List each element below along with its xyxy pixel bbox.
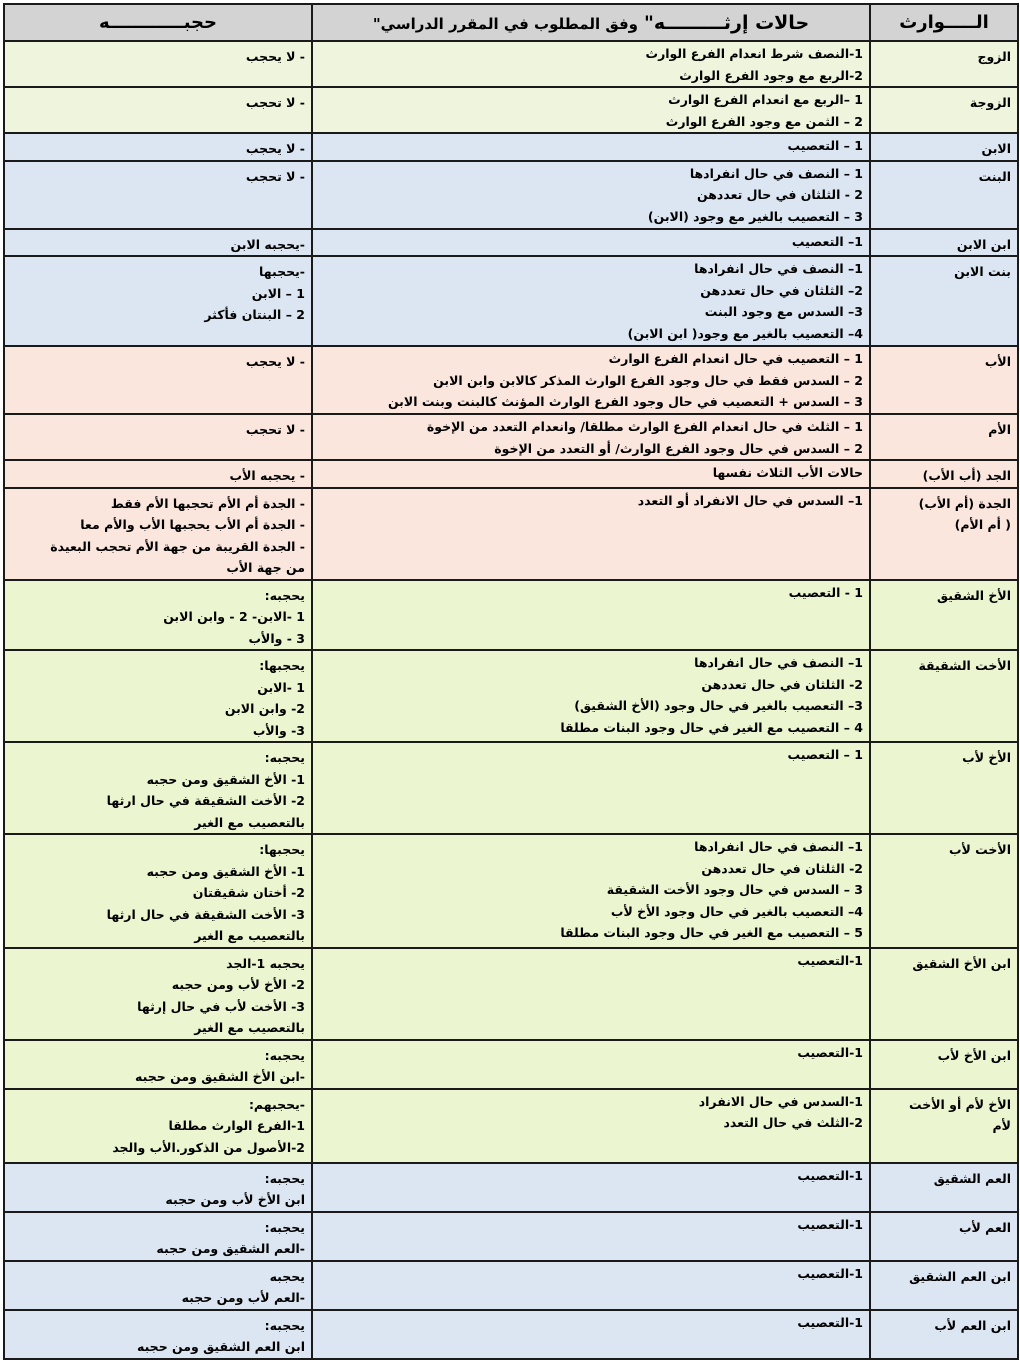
cases-line: 1-التعصيب (797, 1044, 863, 1060)
cases-cell (312, 460, 870, 488)
blocking-line: 2 – البنتان فأكثر (204, 307, 305, 322)
cases-line: 1-التعصيب (797, 952, 863, 968)
blocking-cell (4, 133, 312, 161)
heir-line: ابن العم لأب (934, 1317, 1011, 1333)
blocking-line: يحجبها: (259, 842, 305, 857)
cases-line: 1– السدس في حال الانفراد أو التعدد (637, 492, 863, 508)
cases-cell (312, 834, 870, 948)
cases-line: 4– التعصيب بالغير في حال وجود الأخ لأب (610, 903, 863, 919)
blocking-line: يحجبه: (264, 750, 305, 765)
cases-cell (312, 133, 870, 161)
cases-cell (312, 650, 870, 742)
blocking-cell (4, 414, 312, 460)
blocking-cell (4, 1089, 312, 1163)
blocking-line: - لا تحجب (245, 95, 305, 110)
blocking-line: 3- الأخت لأب في حال إرثها (137, 998, 305, 1014)
inheritance-table (3, 3, 1019, 1360)
header-cases (312, 4, 870, 41)
table-row (4, 161, 1018, 229)
heir-line: الابن (981, 141, 1011, 156)
cases-line: 4– التعصيب بالغير مع وجود( ابن الابن) (627, 325, 863, 341)
heir-cell (870, 460, 1018, 488)
blocking-line: -العم لأب ومن حجبه (181, 1290, 305, 1305)
blocking-cell (4, 488, 312, 580)
heir-line: الجد (أب الأب) (922, 468, 1011, 483)
heir-line: الأخ لأب (962, 750, 1011, 765)
table-row (4, 41, 1018, 87)
blocking-line: 1-الفرع الوارث مطلقا (168, 1118, 305, 1133)
blocking-line: يحجبه: (264, 1317, 305, 1333)
header-heir: الـــــوارث (870, 4, 1018, 41)
heir-line: لأم (992, 1118, 1011, 1133)
header-row (4, 4, 1018, 41)
cases-cell (312, 948, 870, 1040)
heir-cell (870, 1089, 1018, 1163)
cases-line: 3 – التعصيب بالغير مع وجود (الابن) (647, 208, 863, 224)
heir-cell (870, 1040, 1018, 1089)
heir-cell (870, 1212, 1018, 1261)
table-body (4, 41, 1018, 1359)
blocking-line: - الجدة أم الأب يحجبها الأب والأم معا (80, 517, 305, 532)
heir-cell (870, 414, 1018, 460)
blocking-line: ابن الأخ لأب ومن حجبه (165, 1192, 305, 1207)
blocking-line: -يحجبها (259, 264, 305, 279)
blocking-line: بالتعصيب مع الغير (194, 1020, 305, 1035)
heir-line: الأخ لأم أو الأخت (908, 1096, 1011, 1112)
cases-line: 1– التعصيب (791, 233, 863, 249)
cases-line: 1 – النصف في حال انفرادها (689, 165, 863, 181)
heir-line: البنت (978, 168, 1011, 184)
heir-line: الأب (984, 354, 1011, 369)
cases-line: 1 - التعصيب (788, 584, 863, 600)
cases-cell (312, 580, 870, 651)
blocking-line: 1 -الابن- 2 - وابن الابن (163, 609, 305, 624)
heir-cell (870, 133, 1018, 161)
cases-line: 3– التعصيب بالغير في حال وجود (الأخ الشقيق) (574, 698, 863, 713)
blocking-line: 3 - والأب (248, 630, 305, 646)
cases-line: 1-السدس في حال الانفراد (698, 1093, 863, 1109)
blocking-line: - لا يحجب (245, 354, 305, 369)
cases-cell (312, 41, 870, 87)
blocking-line: 1 – الابن (251, 285, 305, 301)
heir-cell (870, 87, 1018, 133)
cases-line: 1– النصف في حال انفرادها (694, 655, 863, 670)
table-row (4, 742, 1018, 834)
blocking-line: 2- الأخ لأب ومن حجبه (171, 977, 305, 992)
blocking-line: 1 -الابن (257, 679, 305, 695)
blocking-line: - لا تحجب (245, 422, 305, 437)
table-row (4, 1089, 1018, 1163)
table-row (4, 580, 1018, 651)
heir-cell (870, 488, 1018, 580)
cases-line: 2 – السدس في حال وجود الفرع الوارث/ أو التعدد من الإخوة (494, 440, 863, 456)
blocking-cell (4, 41, 312, 87)
heir-line: الأخت الشقيقة (918, 658, 1011, 673)
blocking-line: يحجبه: (264, 1047, 305, 1063)
table-row (4, 133, 1018, 161)
heir-cell (870, 1163, 1018, 1212)
cases-line: 1 – التعصيب (787, 747, 863, 762)
blocking-cell (4, 1163, 312, 1212)
cases-line: 2 – السدس فقط في حال وجود الفرع الوارث المذكر كالابن وابن الابن (433, 372, 863, 388)
cases-cell (312, 1089, 870, 1163)
table-row (4, 229, 1018, 257)
blocking-line: يحجبه: (264, 587, 305, 603)
cases-line: 2- الثلثان في حال تعددهن (701, 676, 863, 692)
blocking-cell (4, 346, 312, 414)
heir-line: الجدة (أم الأب) (918, 495, 1011, 511)
cases-line: 3 – السدس + التعصيب في حال وجود الفرع الوارث المؤنث كالبنت وبنت الابن (387, 394, 863, 409)
table-row (4, 488, 1018, 580)
cases-line: 1-التعصيب (797, 1314, 863, 1330)
blocking-line: 2- الأخت الشقيقة في حال ارثها (106, 793, 305, 808)
blocking-line: - لا يحجب (245, 49, 305, 64)
cases-line: 2-الربع مع وجود الفرع الوارث (679, 67, 863, 83)
blocking-cell (4, 834, 312, 948)
cases-line: 1 – التعصيب في حال انعدام الفرع الوارث (608, 351, 863, 366)
heir-line: بنت الابن (954, 264, 1011, 279)
cases-cell (312, 742, 870, 834)
table-row (4, 346, 1018, 414)
blocking-cell (4, 229, 312, 257)
cases-line: 1-التعصيب (797, 1265, 863, 1281)
cases-line: 1-التعصيب (797, 1167, 863, 1183)
header-cases-subtitle: وفق المطلوب في المقرر الدراسي" (372, 14, 638, 33)
blocking-line: 1- الأخ الشقيق ومن حجبه (146, 863, 305, 879)
heir-line: ابن العم الشقيق (909, 1268, 1011, 1284)
blocking-line: 2- أختان شقيقتان (192, 885, 305, 900)
blocking-line: من جهة الأب (226, 560, 305, 575)
blocking-line: -يحجبه الابن (230, 236, 305, 252)
cases-line: 3– السدس مع وجود البنت (704, 304, 863, 319)
blocking-line: - الجدة القريبة من جهة الأم تحجب البعيدة (50, 538, 305, 554)
cases-cell (312, 1163, 870, 1212)
heir-line: الزوجة (969, 95, 1011, 110)
cases-cell (312, 256, 870, 346)
cases-line: 1-التعصيب (797, 1216, 863, 1232)
heir-cell (870, 161, 1018, 229)
heir-line: ابن الابن (956, 236, 1011, 252)
header-blocking: حجبــــــــــــه (4, 4, 312, 41)
blocking-cell (4, 948, 312, 1040)
cases-cell (312, 414, 870, 460)
blocking-line: 3- والأب (252, 722, 305, 738)
cases-cell (312, 1040, 870, 1089)
heir-line: العم لأب (958, 1219, 1011, 1235)
heir-line: العم الشقيق (933, 1170, 1011, 1186)
blocking-line: يحجبه: (264, 1219, 305, 1235)
blocking-line: -يحجبهم: (248, 1096, 305, 1112)
heir-cell (870, 948, 1018, 1040)
heir-line: الأخ الشقيق (936, 587, 1011, 603)
heir-line: ( أم الأم) (954, 517, 1011, 532)
heir-cell (870, 834, 1018, 948)
blocking-line: - يحجبه الأب (229, 468, 305, 483)
heir-cell (870, 742, 1018, 834)
blocking-line: - لا يحجب (245, 141, 305, 156)
blocking-cell (4, 580, 312, 651)
table-row (4, 948, 1018, 1040)
table-row (4, 650, 1018, 742)
cases-line: 1 – الثلث في حال انعدام الفرع الوارث مطلقا/ وانعدام التعدد من الإخوة (426, 419, 863, 434)
blocking-line: يحجبه: (264, 1170, 305, 1186)
cases-cell (312, 488, 870, 580)
heir-line: الزوج (977, 49, 1011, 64)
heir-cell (870, 346, 1018, 414)
heir-cell (870, 41, 1018, 87)
blocking-line: - الجدة أم الأم تحجبها الأم فقط (110, 495, 305, 511)
blocking-cell (4, 161, 312, 229)
blocking-cell (4, 650, 312, 742)
blocking-line: 1- الأخ الشقيق ومن حجبه (146, 771, 305, 787)
blocking-line: -العم الشقيق ومن حجبه (156, 1241, 305, 1256)
header-cases-title: حالات إرثـــــــــه" (644, 11, 810, 34)
cases-cell (312, 346, 870, 414)
blocking-line: يحجبها: (259, 658, 305, 673)
cases-line: 2 – الثمن مع وجود الفرع الوارث (665, 113, 863, 129)
blocking-cell (4, 87, 312, 133)
heir-line: ابن الأخ الشقيق (912, 955, 1011, 971)
table-row (4, 87, 1018, 133)
blocking-cell (4, 1261, 312, 1310)
blocking-line: ابن العم الشقيق ومن حجبه (137, 1339, 305, 1354)
blocking-cell (4, 256, 312, 346)
page-footer (30, 1312, 990, 1320)
table-row (4, 1163, 1018, 1212)
blocking-line: -ابن الأخ الشقيق ومن حجبه (135, 1069, 305, 1084)
heir-line: الأخت لأب (948, 842, 1011, 857)
blocking-line: - لا تحجب (245, 168, 305, 184)
table-row (4, 1212, 1018, 1261)
blocking-cell (4, 460, 312, 488)
heir-line: ابن الأخ لأب (937, 1047, 1011, 1063)
cases-line: حالات الأب الثلاث نفسها (712, 465, 863, 480)
cases-line: 1 –الربع مع انعدام الفرع الوارث (668, 92, 863, 107)
table-row (4, 414, 1018, 460)
table-row (4, 1040, 1018, 1089)
cases-cell (312, 1212, 870, 1261)
blocking-line: 3- الأخت الشقيقة في حال ارثها (106, 906, 305, 922)
cases-line: 2– الثلثان في حال تعددهن (700, 282, 863, 298)
cases-cell (312, 1261, 870, 1310)
heir-cell (870, 229, 1018, 257)
blocking-line: يحجبه 1-الجد (226, 955, 305, 971)
blocking-cell (4, 1040, 312, 1089)
cases-line: 2 - الثلثان في حال تعددهن (697, 187, 863, 202)
cases-line: 1-النصف شرط انعدام الفرع الوارث (645, 46, 863, 61)
heir-cell (870, 1261, 1018, 1310)
cases-line: 5 – التعصيب مع الغير في حال وجود البنات مطلقا (560, 925, 863, 940)
cases-line: 4 – التعصيب مع الغير في حال وجود البنات مطلقا (560, 719, 863, 735)
table-row (4, 1261, 1018, 1310)
heir-cell (870, 256, 1018, 346)
blocking-line: بالتعصيب مع الغير (194, 928, 305, 943)
cases-cell (312, 229, 870, 257)
cases-line: 3 – السدس في حال وجود الأخت الشقيقة (606, 882, 863, 897)
table-row (4, 460, 1018, 488)
cases-line: 2-الثلث في حال التعدد (723, 1115, 863, 1130)
cases-line: 2- الثلثان في حال تعددهن (701, 860, 863, 876)
table-row (4, 834, 1018, 948)
blocking-cell (4, 1212, 312, 1261)
table-row (4, 256, 1018, 346)
cases-cell (312, 87, 870, 133)
cases-line: 1– النصف في حال انفرادها (694, 261, 863, 276)
heir-cell (870, 650, 1018, 742)
cases-line: 1– النصف في حال انفرادها (694, 839, 863, 854)
heir-line: الأم (988, 422, 1011, 437)
blocking-line: 2- وابن الابن (224, 701, 305, 716)
blocking-cell (4, 742, 312, 834)
heir-cell (870, 580, 1018, 651)
blocking-line: بالتعصيب مع الغير (194, 814, 305, 830)
blocking-line: يحجبه (269, 1268, 305, 1284)
blocking-line: 2-الأصول من الذكور.الأب والجد (112, 1139, 305, 1155)
cases-line: 1 – التعصيب (787, 138, 863, 153)
cases-cell (312, 161, 870, 229)
